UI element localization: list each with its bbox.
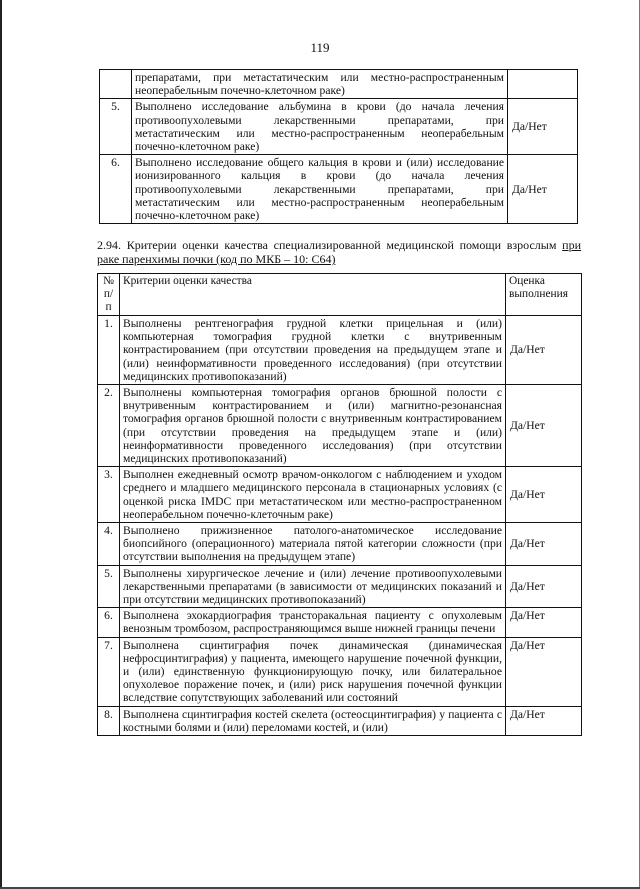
evaluation-cell: Да/Нет bbox=[506, 385, 582, 467]
evaluation-cell: Да/Нет bbox=[506, 467, 582, 523]
header-criteria: Критерии оценки качества bbox=[120, 274, 506, 316]
row-number: 4. bbox=[98, 523, 120, 566]
page-number: 119 bbox=[310, 40, 330, 55]
quality-criteria-table bbox=[97, 273, 582, 736]
evaluation-cell bbox=[508, 70, 578, 99]
table-row bbox=[98, 467, 582, 523]
row-number bbox=[100, 70, 132, 99]
table-row bbox=[98, 523, 582, 566]
evaluation-cell: Да/Нет bbox=[506, 608, 582, 637]
criterion-text: Выполнена эхокардиография трансторакальная пациенту с опухолевым венозным тромбозом, распространяющимся выше нижней границы печени bbox=[120, 608, 506, 637]
table-row bbox=[98, 637, 582, 706]
criterion-text: Выполнено исследование общего кальция в крови и (или) исследование ионизированного кальция в крови (до начала лечения противоопухолевыми лекарственными препаратами, при метастатическим или местно-распространенным неоперабельным почечно-клеточном раке) bbox=[132, 155, 508, 224]
table-row bbox=[98, 385, 582, 467]
criterion-text: Выполнено прижизненное патолого-анатомическое исследование биопсийного (операционного) материала пятой категории сложности (при отсутствии выполнения на предыдущем этапе) bbox=[120, 523, 506, 566]
criterion-text: Выполнена сцинтиграфия почек динамическая (динамическая нефросцинтиграфия) у пациента, имеющего нарушение почечной функции, и (или) единственную функционирующую почку, или билатеральное опухолевое поражение почек, и (или) риск нарушения почечной функции вследствие сопутствующих заболеваний или состояний bbox=[120, 637, 506, 706]
scan-edge-left bbox=[0, 0, 2, 889]
row-number: 3. bbox=[98, 467, 120, 523]
row-number: 6. bbox=[100, 155, 132, 224]
criterion-text: Выполнены рентгенография грудной клетки прицельная и (или) компьютерная томография грудной клетки с внутривенным контрастированием (при отсутствии проведения на предыдущем этапе и (или) неинформативности проведенного исследования) (при отсутствии медицинских противопоказаний) bbox=[120, 316, 506, 385]
table-row bbox=[98, 608, 582, 637]
table-header-row bbox=[98, 274, 582, 316]
section-heading-line1: 2.94. Критерии оценки качества специализированной медицинской помощи взрослым bbox=[97, 238, 557, 252]
row-number: 5. bbox=[100, 99, 132, 155]
header-num: № п/п bbox=[98, 274, 120, 316]
criterion-text: Выполнен ежедневный осмотр врачом-онкологом с наблюдением и уходом среднего и младшего медицинского персонала в стационарных условиях (с оценкой риска IMDC при метастатическом или местно-распространенном неоперабельном почечно-клеточным раке) bbox=[120, 467, 506, 523]
row-number: 1. bbox=[98, 316, 120, 385]
section-heading bbox=[97, 238, 581, 266]
evaluation-cell: Да/Нет bbox=[506, 706, 582, 735]
table-row bbox=[100, 99, 578, 155]
row-number: 6. bbox=[98, 608, 120, 637]
evaluation-cell: Да/Нет bbox=[508, 99, 578, 155]
section-heading-line2: при раке паренхимы почки (код по МКБ – 10: C64) bbox=[97, 238, 582, 266]
table-row bbox=[98, 706, 582, 735]
table-row bbox=[100, 155, 578, 224]
evaluation-cell: Да/Нет bbox=[506, 523, 582, 566]
row-number: 2. bbox=[98, 385, 120, 467]
evaluation-cell: Да/Нет bbox=[506, 316, 582, 385]
evaluation-cell: Да/Нет bbox=[506, 637, 582, 706]
evaluation-cell: Да/Нет bbox=[508, 155, 578, 224]
table-row bbox=[100, 70, 578, 99]
criterion-text: Выполнена сцинтиграфия костей скелета (остеосцинтиграфия) у пациента с костными болями и (или) переломами костей, и (или) bbox=[120, 706, 506, 735]
row-number: 7. bbox=[98, 637, 120, 706]
criterion-text: Выполнено исследование альбумина в крови (до начала лечения противоопухолевыми лекарственными препаратами, при метастатическим или местно-распространенным неоперабельным почечно-клеточном раке) bbox=[132, 99, 508, 155]
header-eval: Оценка выполнения bbox=[506, 274, 582, 316]
evaluation-cell: Да/Нет bbox=[506, 565, 582, 608]
table-row bbox=[98, 565, 582, 608]
criterion-text: препаратами, при метастатическим или местно-распространенным неоперабельным почечно-клеточном раке) bbox=[132, 70, 508, 99]
criterion-text: Выполнены хирургическое лечение и (или) лечение противоопухолевыми лекарственными препаратами (в зависимости от медицинских показаний и при отсутствии медицинских противопоказаний) bbox=[120, 565, 506, 608]
row-number: 5. bbox=[98, 565, 120, 608]
criterion-text: Выполнены компьютерная томография органов брюшной полости с внутривенным контрастированием и (или) магнитно-резонансная томография органов брюшной полости с внутривенным контрастированием (при отсутствии проведения на предыдущем этапе и (или) неинформативности проведенного исследования) (при отсутствии медицинских противопоказаний) bbox=[120, 385, 506, 467]
row-number: 8. bbox=[98, 706, 120, 735]
table-row bbox=[98, 316, 582, 385]
continued-criteria-table bbox=[99, 69, 578, 224]
